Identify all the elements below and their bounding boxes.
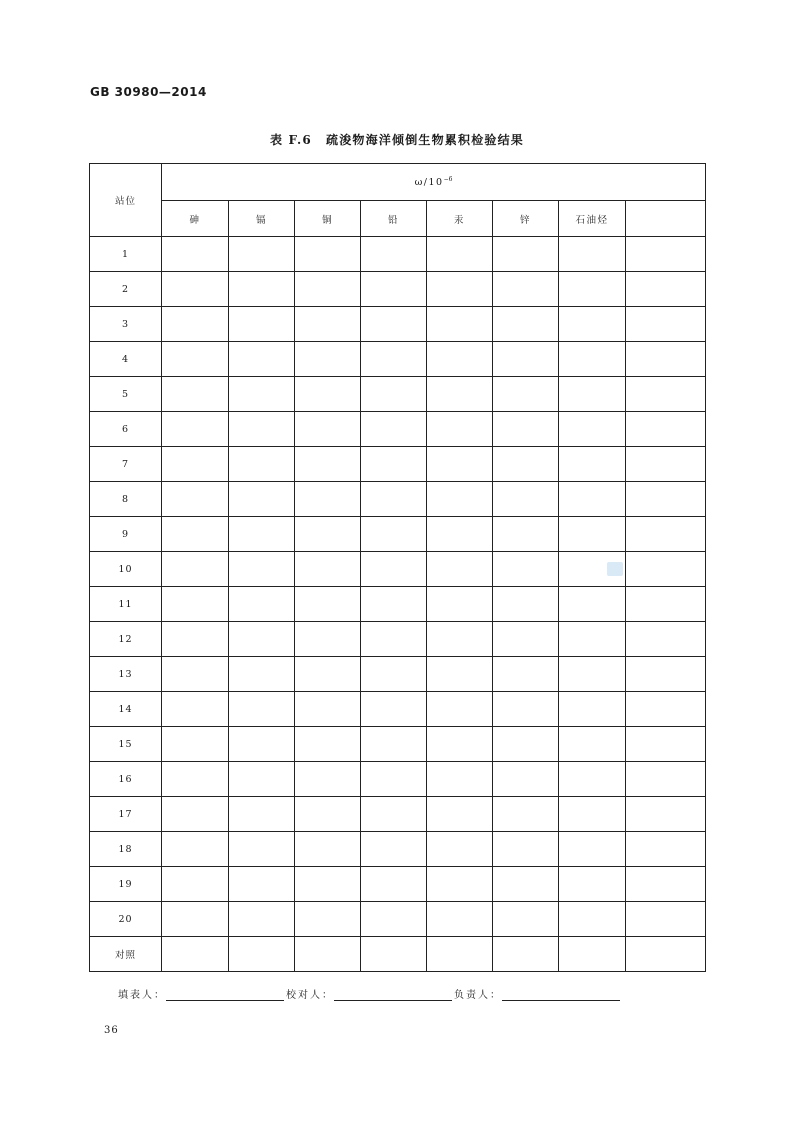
value-cell[interactable] [162,692,229,727]
value-cell[interactable] [626,272,706,307]
unit-header [162,164,706,201]
value-cell[interactable] [361,587,427,622]
value-cell[interactable] [493,447,559,482]
value-cell[interactable] [229,552,295,587]
table-row [90,517,706,552]
value-cell[interactable] [427,727,493,762]
station-cell: 11 [90,587,162,622]
value-cell[interactable] [229,762,295,797]
signature-line [118,986,622,1001]
station-cell: 6 [90,412,162,447]
value-cell[interactable] [295,377,361,412]
value-cell[interactable] [229,237,295,272]
value-cell[interactable] [295,622,361,657]
value-cell[interactable] [229,307,295,342]
header-row-unit [90,164,706,201]
value-cell[interactable] [626,902,706,937]
value-cell[interactable] [229,517,295,552]
value-cell[interactable] [427,272,493,307]
value-cell[interactable] [295,412,361,447]
value-cell[interactable] [427,622,493,657]
table-row [90,482,706,517]
value-cell[interactable] [626,552,706,587]
value-cell[interactable] [626,832,706,867]
value-cell[interactable] [559,622,626,657]
value-cell[interactable] [427,377,493,412]
column-header: 铅 [361,201,427,237]
value-cell[interactable] [361,937,427,972]
station-cell: 13 [90,657,162,692]
value-cell[interactable] [229,272,295,307]
table-row [90,727,706,762]
station-cell: 19 [90,867,162,902]
value-cell[interactable] [162,377,229,412]
station-cell: 12 [90,622,162,657]
value-cell[interactable] [361,867,427,902]
value-cell[interactable] [361,727,427,762]
value-cell[interactable] [493,482,559,517]
value-cell[interactable] [427,342,493,377]
value-cell[interactable] [162,622,229,657]
value-cell[interactable] [229,657,295,692]
value-cell[interactable] [559,937,626,972]
value-cell[interactable] [427,762,493,797]
value-cell[interactable] [626,517,706,552]
table-row [90,377,706,412]
value-cell[interactable] [427,412,493,447]
value-cell[interactable] [493,902,559,937]
checked-by-label: 校对人： [286,990,334,1001]
value-cell[interactable] [162,657,229,692]
station-cell: 14 [90,692,162,727]
value-cell[interactable] [626,797,706,832]
value-cell[interactable] [493,237,559,272]
value-cell[interactable] [626,692,706,727]
value-cell[interactable] [361,307,427,342]
value-cell[interactable] [162,237,229,272]
value-cell[interactable] [559,237,626,272]
table-row [90,412,706,447]
value-cell[interactable] [162,447,229,482]
value-cell[interactable] [229,867,295,902]
value-cell[interactable] [229,622,295,657]
value-cell[interactable] [229,342,295,377]
value-cell[interactable] [295,552,361,587]
table-row [90,797,706,832]
station-cell: 对照 [90,937,162,972]
value-cell[interactable] [427,307,493,342]
value-cell[interactable] [493,692,559,727]
value-cell[interactable] [229,832,295,867]
table-row [90,692,706,727]
value-cell[interactable] [295,937,361,972]
station-cell: 20 [90,902,162,937]
value-cell[interactable] [493,552,559,587]
value-cell[interactable] [162,342,229,377]
column-header: 砷 [162,201,229,237]
value-cell[interactable] [493,377,559,412]
value-cell[interactable] [162,867,229,902]
value-cell[interactable] [229,727,295,762]
table-row [90,867,706,902]
value-cell[interactable] [295,482,361,517]
station-cell: 1 [90,237,162,272]
checked-by-blank[interactable] [334,988,452,1001]
table-row [90,902,706,937]
value-cell[interactable] [229,587,295,622]
value-cell[interactable] [229,797,295,832]
value-cell[interactable] [559,412,626,447]
value-cell[interactable] [559,727,626,762]
value-cell[interactable] [626,727,706,762]
value-cell[interactable] [162,412,229,447]
value-cell[interactable] [559,587,626,622]
value-cell[interactable] [361,902,427,937]
value-cell[interactable] [427,867,493,902]
value-cell[interactable] [295,692,361,727]
table-row [90,762,706,797]
filled-by-blank[interactable] [166,988,284,1001]
station-cell: 10 [90,552,162,587]
value-cell[interactable] [626,587,706,622]
station-cell: 8 [90,482,162,517]
station-cell: 3 [90,307,162,342]
value-cell[interactable] [493,272,559,307]
table-row [90,272,706,307]
value-cell[interactable] [427,797,493,832]
value-cell[interactable] [559,657,626,692]
value-cell[interactable] [295,727,361,762]
table-number: 表 F.6 [269,133,312,147]
value-cell[interactable] [361,657,427,692]
value-cell[interactable] [361,237,427,272]
value-cell[interactable] [559,832,626,867]
value-cell[interactable] [559,762,626,797]
value-cell[interactable] [559,307,626,342]
value-cell[interactable] [295,902,361,937]
value-cell[interactable] [162,307,229,342]
value-cell[interactable] [626,867,706,902]
value-cell[interactable] [229,937,295,972]
value-cell[interactable] [626,412,706,447]
column-header: 镉 [229,201,295,237]
value-cell[interactable] [162,552,229,587]
value-cell[interactable] [559,797,626,832]
responsible-label: 负责人： [454,990,502,1001]
value-cell[interactable] [626,447,706,482]
value-cell[interactable] [361,622,427,657]
unit-label: ω/10 [414,177,444,189]
value-cell[interactable] [559,482,626,517]
value-cell[interactable] [493,517,559,552]
table-title: 疏浚物海洋倾倒生物累积检验结果 [326,133,525,147]
value-cell[interactable] [361,552,427,587]
watermark-logo [607,562,623,576]
table-row [90,832,706,867]
value-cell[interactable] [559,867,626,902]
table-caption [0,131,794,148]
value-cell[interactable] [626,307,706,342]
value-cell[interactable] [162,902,229,937]
value-cell[interactable] [295,237,361,272]
table-row [90,237,706,272]
value-cell[interactable] [229,482,295,517]
station-header: 站位 [90,164,162,237]
value-cell[interactable] [295,832,361,867]
unit-exponent: −6 [443,175,453,183]
value-cell[interactable] [626,237,706,272]
value-cell[interactable] [162,272,229,307]
column-header [626,201,706,237]
value-cell[interactable] [427,832,493,867]
value-cell[interactable] [361,797,427,832]
table-row [90,447,706,482]
value-cell[interactable] [493,797,559,832]
value-cell[interactable] [626,377,706,412]
value-cell[interactable] [361,482,427,517]
value-cell[interactable] [361,377,427,412]
value-cell[interactable] [361,342,427,377]
value-cell[interactable] [361,762,427,797]
value-cell[interactable] [295,657,361,692]
value-cell[interactable] [162,937,229,972]
table-row [90,342,706,377]
value-cell[interactable] [361,447,427,482]
value-cell[interactable] [493,412,559,447]
value-cell[interactable] [361,412,427,447]
column-header: 铜 [295,201,361,237]
standard-number: GB 30980—2014 [90,85,207,99]
value-cell[interactable] [493,832,559,867]
value-cell[interactable] [162,517,229,552]
value-cell[interactable] [162,762,229,797]
value-cell[interactable] [229,902,295,937]
value-cell[interactable] [229,692,295,727]
station-cell: 18 [90,832,162,867]
column-header: 锌 [493,201,559,237]
value-cell[interactable] [361,517,427,552]
page-number: 36 [104,1025,119,1036]
value-cell[interactable] [493,727,559,762]
table-row [90,657,706,692]
value-cell[interactable] [295,762,361,797]
table-row [90,587,706,622]
value-cell[interactable] [626,657,706,692]
value-cell[interactable] [361,832,427,867]
value-cell[interactable] [427,517,493,552]
value-cell[interactable] [162,482,229,517]
value-cell[interactable] [427,237,493,272]
value-cell[interactable] [295,447,361,482]
value-cell[interactable] [295,517,361,552]
value-cell[interactable] [162,587,229,622]
value-cell[interactable] [361,692,427,727]
value-cell[interactable] [493,867,559,902]
value-cell[interactable] [493,762,559,797]
value-cell[interactable] [559,692,626,727]
value-cell[interactable] [361,272,427,307]
station-cell: 4 [90,342,162,377]
value-cell[interactable] [295,272,361,307]
value-cell[interactable] [493,937,559,972]
value-cell[interactable] [229,412,295,447]
value-cell[interactable] [427,692,493,727]
table-row [90,307,706,342]
value-cell[interactable] [295,797,361,832]
value-cell[interactable] [559,342,626,377]
column-header: 汞 [427,201,493,237]
value-cell[interactable] [559,272,626,307]
station-cell: 9 [90,517,162,552]
value-cell[interactable] [493,307,559,342]
value-cell[interactable] [626,937,706,972]
value-cell[interactable] [493,587,559,622]
value-cell[interactable] [626,342,706,377]
table-row [90,622,706,657]
value-cell[interactable] [229,377,295,412]
value-cell[interactable] [427,482,493,517]
value-cell[interactable] [295,587,361,622]
value-cell[interactable] [427,587,493,622]
value-cell[interactable] [427,657,493,692]
value-cell[interactable] [493,622,559,657]
value-cell[interactable] [559,447,626,482]
value-cell[interactable] [427,902,493,937]
value-cell[interactable] [295,342,361,377]
value-cell[interactable] [626,762,706,797]
value-cell[interactable] [559,377,626,412]
value-cell[interactable] [162,797,229,832]
table-row [90,937,706,972]
value-cell[interactable] [493,657,559,692]
value-cell[interactable] [295,867,361,902]
column-header: 石油烃 [559,201,626,237]
station-cell: 16 [90,762,162,797]
filled-by-label: 填表人： [118,990,166,1001]
station-cell: 17 [90,797,162,832]
value-cell[interactable] [295,307,361,342]
station-cell: 2 [90,272,162,307]
value-cell[interactable] [559,517,626,552]
value-cell[interactable] [559,902,626,937]
value-cell[interactable] [229,447,295,482]
value-cell[interactable] [427,937,493,972]
header-row-columns [90,201,706,237]
station-cell: 7 [90,447,162,482]
value-cell[interactable] [162,832,229,867]
value-cell[interactable] [427,552,493,587]
value-cell[interactable] [427,447,493,482]
value-cell[interactable] [162,727,229,762]
value-cell[interactable] [626,482,706,517]
value-cell[interactable] [626,622,706,657]
station-cell: 5 [90,377,162,412]
responsible-blank[interactable] [502,988,620,1001]
value-cell[interactable] [493,342,559,377]
station-cell: 15 [90,727,162,762]
